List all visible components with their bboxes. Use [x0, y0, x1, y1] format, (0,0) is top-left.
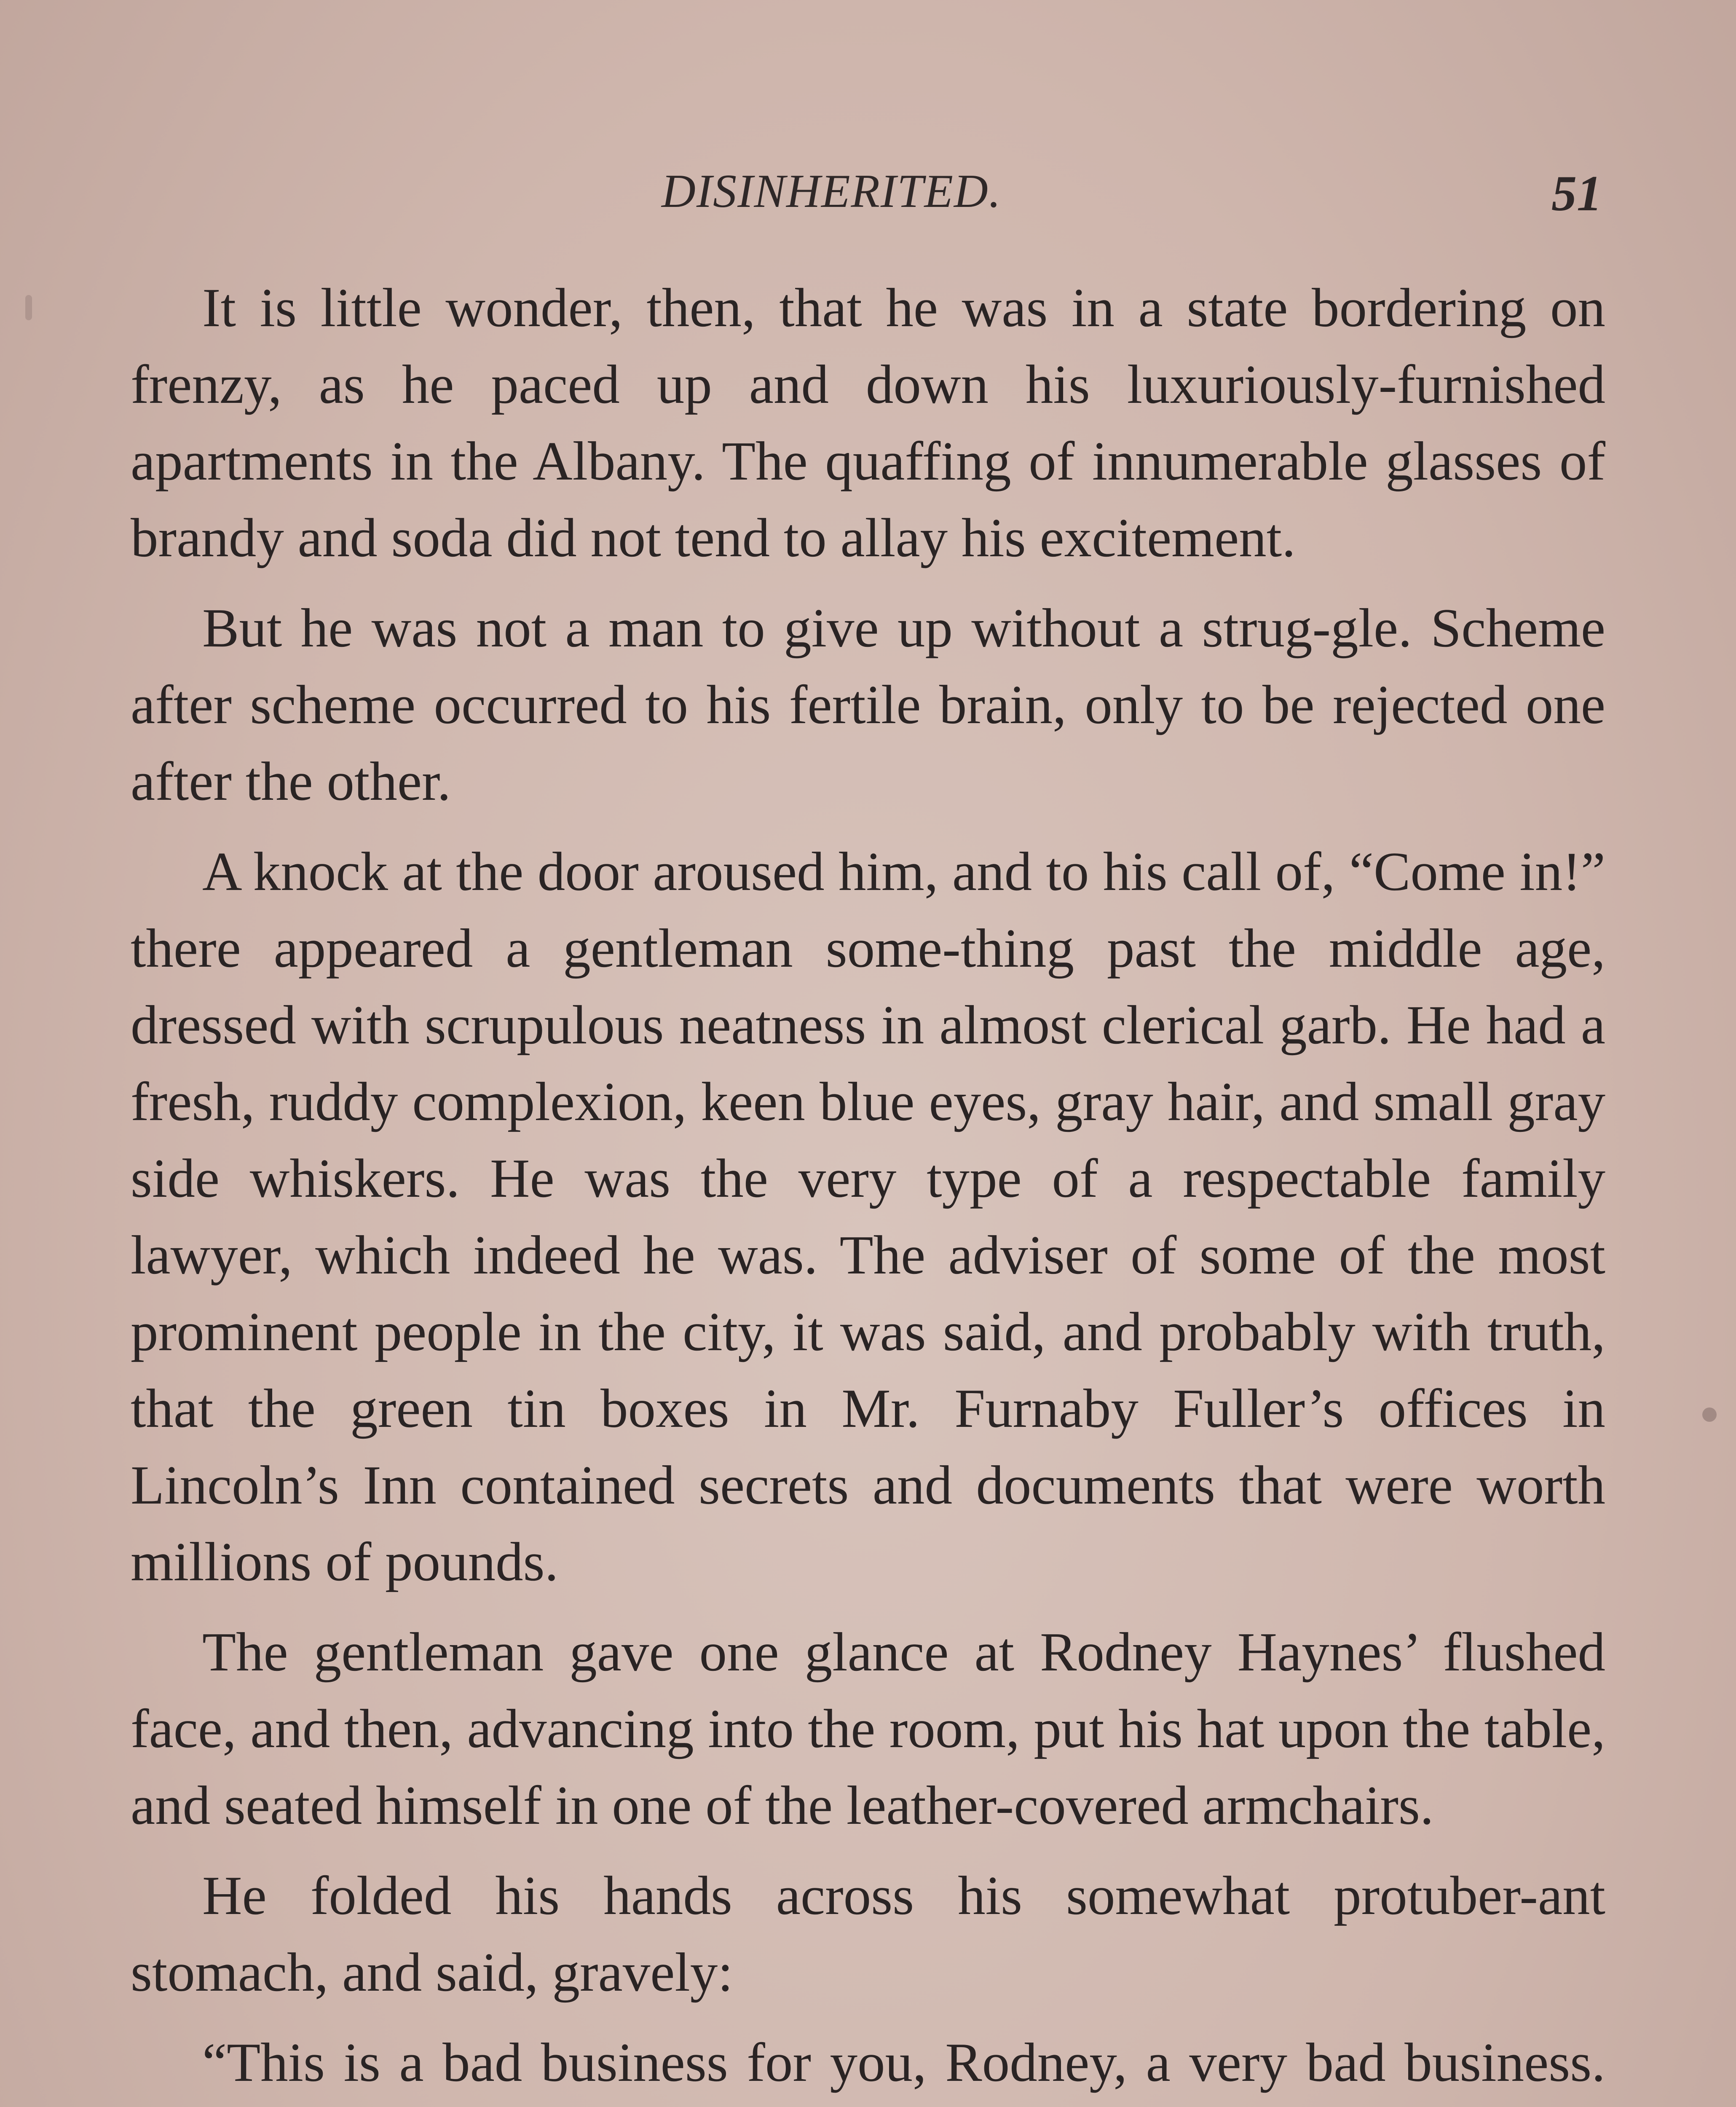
paragraph: The gentleman gave one glance at Rodney Haynes’ flushed face, and then, advancing into the room, put his hat upon the table, and seated himself in one of the leather-covered armchairs.: [131, 1622, 1605, 1836]
running-head-title: DISINHERITED.: [662, 165, 1002, 217]
ink-spot: [25, 295, 32, 320]
paragraph: But he was not a man to give up without a strug-gle. Scheme after scheme occurred to his fertile brain, only to be rejected one after the other.: [131, 598, 1605, 812]
paragraph: He folded his hands across his somewhat protuber-ant stomach, and said, gravely:: [131, 1865, 1605, 2003]
ink-spot: [1702, 1407, 1717, 1422]
paragraph: “This is a bad business for you, Rodney, a very bad business.: [202, 2032, 1605, 2093]
paragraph: A knock at the door aroused him, and to his call of, “Come in!” there appeared a gentleman some-thing past the middle age, dressed with scrupulous neatness in almost clerical garb. He had a fresh, ruddy complexion, keen blue eyes, gray hair, and small gray side whiskers. He was the very type of a respectable family lawyer, which indeed he was. The adviser of some of the most prominent people in the city, it was said, and probably with truth, that the green tin boxes in Mr. Furnaby Fuller’s offices in Lincoln’s Inn contained secrets and documents that were worth millions of pounds.: [131, 841, 1605, 1592]
paragraph: It is little wonder, then, that he was in a state bordering on frenzy, as he paced up and down his luxuriously-furnished apartments in the Albany. The quaffing of innumerable glasses of brandy and soda did not tend to allay his excitement.: [131, 277, 1605, 568]
body-text: [131, 270, 1605, 2107]
page-number: 51: [1551, 165, 1602, 221]
running-head: [0, 164, 1736, 232]
